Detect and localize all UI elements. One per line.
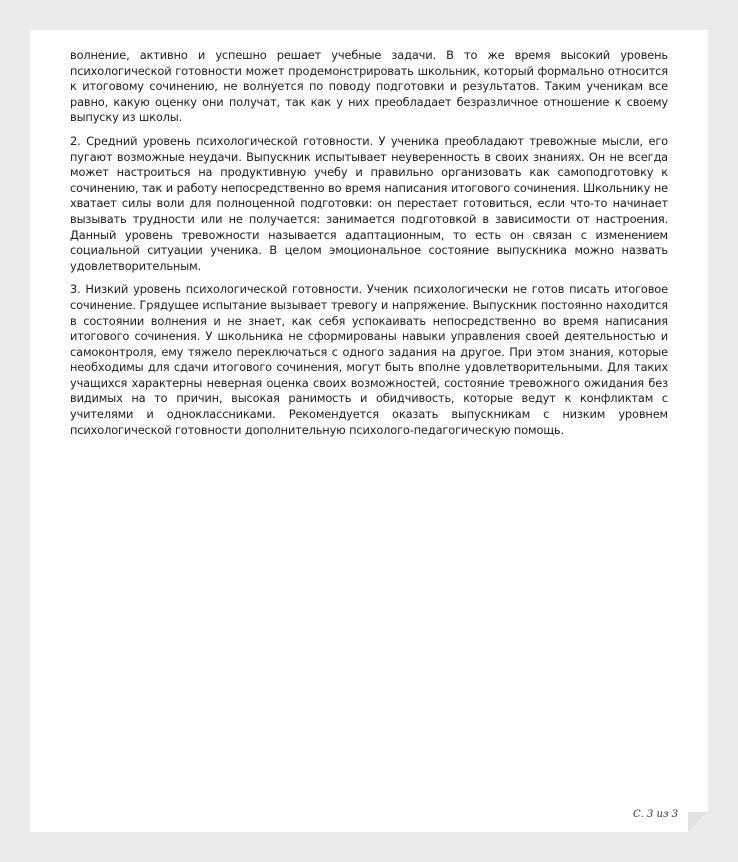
- page-number: С. 3 из 3: [633, 809, 678, 820]
- paragraph-high-level-continuation: волнение, активно и успешно решает учебные задачи. В то же время высокий уровень психологической готовности может продемонстрировать школьник, который формально относится к итоговому сочинению, не волнуется по поводу подготовки и результатов. Таким ученикам все равно, какую оценку они получат, так как у них преобладает безразличное отношение к своему выпуску из школы.: [70, 48, 668, 125]
- paragraph-medium-level: 2. Средний уровень психологической готовности. У ученика преобладают тревожные мысли, его пугают возможные неудачи. Выпускник испытывает неуверенность в своих знаниях. Он не всегда может настроиться на продуктивную учебу и правильно организовать как самоподготовку к сочинению, так и работу непосредственно во время написания итогового сочинения. Школьнику не хватает силы воли для полноценной подготовки: он перестает готовиться, если что-то начинает вызывать трудности или не получается: занимается подготовкой в зависимости от настроения. Данный уровень тревожности называется адаптационным, то есть он связан с изменением социальной ситуации ученика. В целом эмоциональное состояние выпускника можно назвать удовлетворительным.: [70, 133, 668, 273]
- paragraph-low-level: 3. Низкий уровень психологической готовности. Ученик психологически не готов писать итоговое сочинение. Грядущее испытание вызывает тревогу и напряжение. Выпускник постоянно находится в состоянии волнения и не знает, как себя успокаивать непосредственно во время написания итогового сочинения. У школьника не сформированы навыки управления своей деятельностью и самоконтроля, ему тяжело переключаться с одного задания на другое. При этом знания, которые необходимы для сдачи итогового сочинения, могут быть вполне удовлетворительными. Для таких учащихся характерны неверная оценка своих возможностей, состояние тревожного ожидания без видимых на то причин, высокая ранимость и обидчивость, которые ведут к конфликтам с учителями и одноклассниками. Рекомендуется оказать выпускникам с низким уровнем психологической готовности дополнительную психолого-педагогическую помощь.: [70, 282, 668, 437]
- page-corner-cutout: [688, 812, 708, 832]
- document-page: [30, 30, 708, 832]
- page-content: [70, 48, 668, 446]
